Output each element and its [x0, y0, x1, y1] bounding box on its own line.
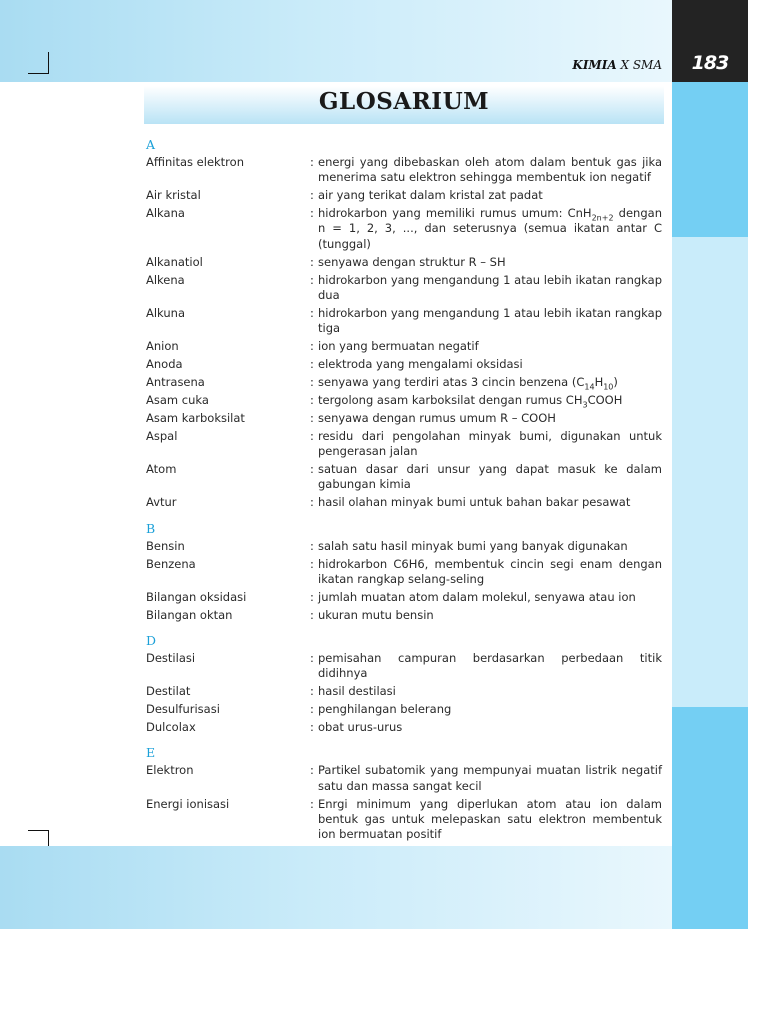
glossary-entry [146, 797, 662, 843]
glossary-entry [146, 357, 662, 372]
crop-mark-bottom-horizontal [28, 830, 49, 831]
glossary-term: Alkena [146, 272, 185, 287]
glossary-definition: residu dari pengolahan minyak bumi, digunakan untuk pengerasan jalan [318, 429, 662, 459]
glossary-entry [146, 720, 662, 735]
glossary-entry [146, 393, 662, 408]
glossary-definition: hidrokarbon yang mengandung 1 atau lebih ikatan rangkap tiga [318, 305, 662, 336]
colon-separator: : [310, 411, 314, 426]
page-title: GLOSARIUM [318, 88, 490, 115]
glossary-entry [146, 763, 662, 793]
colon-separator: : [310, 720, 314, 735]
glossary-entry [146, 590, 662, 605]
glossary-term: Alkana [146, 206, 185, 221]
colon-separator: : [310, 305, 314, 320]
glossary-definition: Partikel subatomik yang mempunyai muatan listrik negatif satu dan massa sangat kecil [318, 763, 662, 793]
glossary-definition: jumlah muatan atom dalam molekul, senyawa atau ion [318, 589, 636, 604]
glossary-entry [146, 557, 662, 587]
glossary-entry [146, 462, 662, 492]
glossary-definition: hasil destilasi [318, 684, 396, 699]
colon-separator: : [310, 702, 314, 717]
colon-separator: : [310, 155, 314, 169]
glossary-definition: senyawa yang terdiri atas 3 cincin benzena $(C_{14}H_{10})$ [318, 375, 618, 392]
glossary-definition: satuan dasar dari unsur yang dapat masuk ke dalam gabungan kimia [318, 462, 662, 492]
glossary-term: Anoda [146, 357, 183, 372]
colon-separator: : [310, 589, 314, 604]
colon-separator: : [310, 375, 314, 390]
running-head [572, 58, 662, 72]
section-letter-a: A [146, 137, 156, 152]
glossary-definition: penghilangan belerang [318, 702, 452, 717]
glossary-entry [146, 306, 662, 336]
glossary-entry [146, 702, 662, 717]
glossary-term: Asam cuka [146, 393, 209, 408]
glossary-term: Avtur [146, 495, 177, 510]
side-strip-light-segment [672, 237, 748, 707]
glossary-term: Benzena [146, 556, 196, 571]
colon-separator: : [310, 429, 314, 444]
subscript: 3 [582, 400, 588, 410]
glossary-term: Alkanatiol [146, 254, 203, 269]
glossary-term: Destilat [146, 684, 191, 699]
glossary-term: Asam karboksilat [146, 411, 245, 426]
glossary-definition: salah satu hasil minyak bumi yang banyak digunakan [318, 538, 628, 553]
glossary-definition: pemisahan campuran berdasarkan perbedaan titik didihnya [318, 651, 662, 681]
glossary-definition: elektroda yang mengalami oksidasi [318, 357, 523, 372]
glossary-term: Anion [146, 339, 179, 354]
subscript: 2n+2 [591, 213, 614, 223]
glossary-term: Affinitas elektron [146, 155, 244, 169]
glossary-entry [146, 651, 662, 681]
crop-mark-top-horizontal [28, 73, 49, 74]
section-letter-b: B [146, 520, 156, 536]
book-subtitle: X SMA [620, 58, 662, 72]
glossary-entry [146, 608, 662, 623]
glossary-definition: hidrokarbon yang memiliki rumus umum: CnH$_{2n+2}$ dengan n = 1, 2, 3, ..., dan seterusnya (semua ikatan antar C (tunggal) [318, 206, 662, 251]
glossary-term: Desulfurisasi [146, 702, 220, 717]
glossary-term: Atom [146, 462, 177, 477]
glossary-definition: Enrgi minimum yang diperlukan atom atau ion dalam bentuk gas untuk melepaskan satu elektron membentuk ion bermuatan positif [318, 796, 662, 842]
colon-separator: : [310, 763, 314, 778]
glossary-definition: tergolong asam karboksilat dengan rumus $CH_3COOH$ [318, 393, 623, 410]
colon-separator: : [310, 357, 314, 372]
glossary-entry [146, 539, 662, 554]
glossary-definition: air yang terikat dalam kristal zat padat [318, 188, 543, 203]
colon-separator: : [310, 188, 314, 203]
glossary-entry [146, 255, 662, 270]
colon-separator: : [310, 651, 314, 666]
colon-separator: : [310, 393, 314, 408]
colon-separator: : [310, 254, 314, 269]
glossary-entry [146, 188, 662, 203]
subscript: 10 [603, 382, 614, 392]
glossary-entry [146, 206, 662, 252]
page-number: 183 [691, 52, 729, 74]
glossary-definition: ion yang bermuatan negatif [318, 339, 479, 354]
colon-separator: : [310, 495, 314, 510]
colon-separator: : [310, 556, 314, 571]
crop-mark-top-vertical [48, 52, 49, 74]
glossary-list [146, 137, 662, 845]
glossary-term: Air kristal [146, 188, 201, 203]
glossary-term: Bilangan oksidasi [146, 589, 247, 604]
glossary-entry [146, 339, 662, 354]
side-strip [672, 82, 748, 929]
section-letter-e: E [146, 745, 156, 761]
glossary-entry [146, 273, 662, 303]
glossary-term: Destilasi [146, 651, 196, 666]
glossary-term: Antrasena [146, 375, 205, 390]
glossary-definition: hidrokarbon C6H6, membentuk cincin segi enam dengan ikatan rangkap selang-seling [318, 556, 662, 586]
glossary-entry [146, 429, 662, 459]
footer-band [0, 846, 672, 929]
glossary-definition: hasil olahan minyak bumi untuk bahan bakar pesawat [318, 495, 631, 510]
glossary-entry [146, 155, 662, 185]
glossary-definition: hidrokarbon yang mengandung 1 atau lebih ikatan rangkap dua [318, 272, 662, 302]
glossary-entry [146, 411, 662, 426]
glossary-entry [146, 684, 662, 699]
glossary-definition: energi yang dibebaskan oleh atom dalam bentuk gas jika menerima satu elektron sehingga membentuk ion negatif [318, 155, 662, 185]
glossary-term: Alkuna [146, 305, 185, 320]
glossary-entry [146, 495, 662, 510]
glossary-term: Energi ionisasi [146, 796, 230, 811]
book-title: KIMIA [572, 58, 617, 72]
colon-separator: : [310, 339, 314, 354]
crop-mark-bottom-vertical [48, 830, 49, 846]
colon-separator: : [310, 206, 314, 221]
colon-separator: : [310, 538, 314, 553]
section-letter-d: D [146, 633, 157, 649]
glossary-term: Elektron [146, 763, 194, 778]
colon-separator: : [310, 607, 314, 622]
glossary-term: Aspal [146, 429, 178, 444]
glossary-term: Bilangan oktan [146, 607, 233, 622]
colon-separator: : [310, 272, 314, 287]
glossary-definition: senyawa dengan rumus umum R – COOH [318, 411, 556, 426]
colon-separator: : [310, 462, 314, 477]
colon-separator: : [310, 796, 314, 811]
glossary-definition: senyawa dengan struktur R – SH [318, 254, 506, 269]
glossary-definition: obat urus-urus [318, 720, 403, 735]
glossary-term: Bensin [146, 538, 185, 553]
glossary-entry [146, 375, 662, 390]
glossary-term: Dulcolax [146, 720, 196, 735]
subscript: 14 [584, 382, 595, 392]
glossary-definition: ukuran mutu bensin [318, 607, 434, 622]
colon-separator: : [310, 684, 314, 699]
